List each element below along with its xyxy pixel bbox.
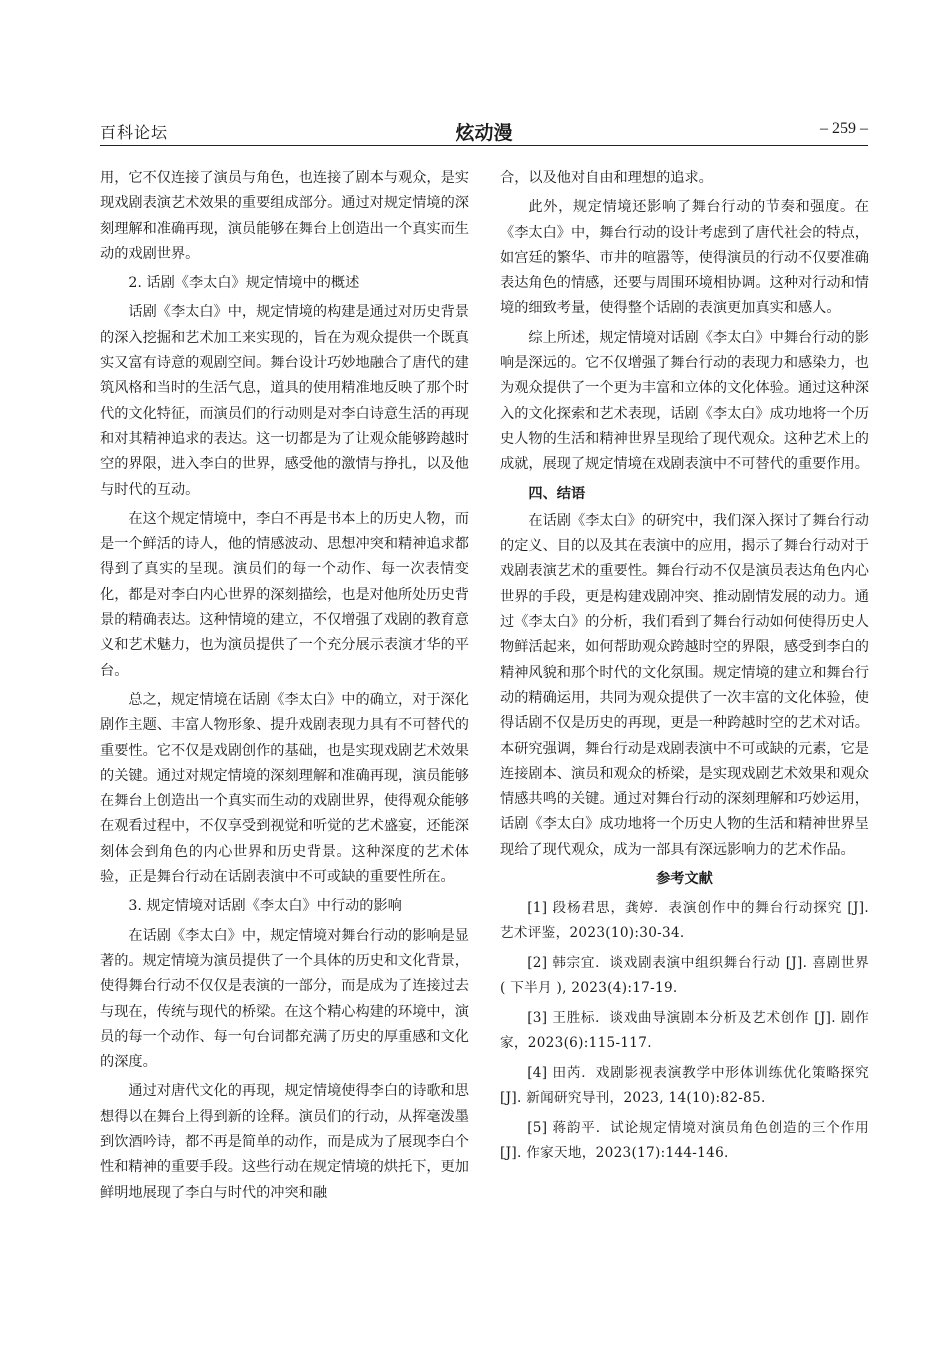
reference-item: [2] 韩宗宜．谈戏剧表演中组织舞台行动 [J]. 喜剧世界 ( 下半月 ), 2023(4):17-19. xyxy=(500,955,869,996)
section-heading-conclusion: 四、结语 xyxy=(528,485,586,502)
section-heading: 2. 话剧《李太白》规定情境中的概述 xyxy=(128,275,360,292)
page-number: – 259 – xyxy=(820,120,868,137)
header-divider xyxy=(100,145,868,146)
paragraph: 在话剧《李太白》中，规定情境对舞台行动的影响是显著的。规定情境为演员提供了一个具体的历史和文化背景，使得舞台行动不仅仅是表演的一部分，而是成为了连接过去与现在，传统与现代的桥梁。在这个精心构建的环境中，演员的每一个动作、每一句台词都充满了历史的厚重感和文化的深度。 xyxy=(100,927,469,1071)
reference-item: [5] 蒋韵平．试论规定情境对演员角色创造的三个作用 [J]. 作家天地，2023(17):144-146. xyxy=(500,1120,869,1161)
paragraph: 总之，规定情境在话剧《李太白》中的确立，对于深化剧作主题、丰富人物形象、提升戏剧表现力具有不可替代的重要性。它不仅是戏剧创作的基础，也是实现戏剧艺术效果的关键。通过对规定情境的深刻理解和准确再现，演员能够在舞台上创造出一个真实而生动的戏剧世界，使得观众能够在观看过程中，不仅享受到视觉和听觉的艺术盛宴，还能深刻体会到角色的内心世界和历史背景。这种深度的艺术体验，正是舞台行动在话剧表演中不可或缺的重要性所在。 xyxy=(100,691,469,886)
left-column xyxy=(100,166,469,1210)
page-header xyxy=(100,118,868,148)
right-column xyxy=(500,166,869,1171)
journal-section-label: 百科论坛 xyxy=(100,123,169,142)
paragraph: 合，以及他对自由和理想的追求。 xyxy=(500,170,713,186)
references-heading: 参考文献 xyxy=(656,871,713,888)
paragraph: 用，它不仅连接了演员与角色，也连接了剧本与观众，是实现戏剧表演艺术效果的重要组成部分。通过对规定情境的深刻理解和准确再现，演员能够在舞台上创造出一个真实而生动的戏剧世界。 xyxy=(100,170,469,262)
paragraph: 在话剧《李太白》的研究中，我们深入探讨了舞台行动的定义、目的以及其在表演中的应用，揭示了舞台行动对于戏剧表演艺术的重要性。舞台行动不仅是演员表达角色内心世界的手段，更是构建戏剧冲突、推动剧情发展的动力。通过《李太白》的分析，我们看到了舞台行动如何使得历史人物鲜活起来，如何帮助观众跨越时空的界限，感受到李白的精神风貌和那个时代的文化氛围。规定情境的建立和舞台行动的精确运用，共同为观众提供了一次丰富的文化体验，使得话剧不仅是历史的再现，更是一种跨越时空的艺术对话。本研究强调，舞台行动是戏剧表演中不可或缺的元素，它是连接剧本、演员和观众的桥梁，是实现戏剧艺术效果和观众情感共鸣的关键。通过对舞台行动的深刻理解和巧妙运用，话剧《李太白》成功地将一个历史人物的生活和精神世界呈现给了现代观众，成为一部具有深远影响力的艺术作品。 xyxy=(500,512,869,858)
reference-item: [4] 田芮．戏剧影视表演教学中形体训练优化策略探究 [J]. 新闻研究导刊，2023, 14(10):82-85. xyxy=(500,1065,869,1106)
paragraph: 通过对唐代文化的再现，规定情境使得李白的诗歌和思想得以在舞台上得到新的诠释。演员们的行动，从挥毫泼墨到饮酒吟诗，都不再是简单的动作，而是成为了展现李白个性和精神的重要手段。这些行动在规定情境的烘托下，更加鲜明地展现了李白与时代的冲突和融 xyxy=(100,1083,469,1201)
journal-title: 炫动漫 xyxy=(455,122,513,144)
paragraph: 话剧《李太白》中，规定情境的构建是通过对历史背景的深入挖掘和艺术加工来实现的，旨在为观众提供一个既真实又富有诗意的观剧空间。舞台设计巧妙地融合了唐代的建筑风格和当时的生活气息，道具的使用精准地反映了那个时代的文化特征，而演员们的行动则是对李白诗意生活的再现和对其精神追求的表达。这一切都是为了让观众能够跨越时空的界限，进入李白的世界，感受他的激情与挣扎，以及他与时代的互动。 xyxy=(100,304,469,498)
paragraph: 此外，规定情境还影响了舞台行动的节奏和强度。在《李太白》中，舞台行动的设计考虑到了唐代社会的特点，如宫廷的繁华、市井的喧嚣等，使得演员的行动不仅要准确表达角色的情感，还要与周围环境相协调。这种对行动和情境的细致考量，使得整个话剧的表演更加真实和感人。 xyxy=(500,199,869,317)
paragraph: 在这个规定情境中，李白不再是书本上的历史人物，而是一个鲜活的诗人，他的情感波动、思想冲突和精神追求都得到了真实的呈现。演员们的每一个动作、每一次表情变化，都是对李白内心世界的深刻描绘，也是对他所处历史背景的精确表达。这种情境的建立，不仅增强了戏剧的教育意义和艺术魅力，也为演员提供了一个充分展示表演才华的平台。 xyxy=(100,510,469,679)
paragraph: 综上所述，规定情境对话剧《李太白》中舞台行动的影响是深远的。它不仅增强了舞台行动的表现力和感染力，也为观众提供了一个更为丰富和立体的文化体验。通过这种深入的文化探索和艺术表现，话剧《李太白》成功地将一个历史人物的生活和精神世界呈现给了现代观众。这种艺术上的成就，展现了规定情境在戏剧表演中不可替代的重要作用。 xyxy=(500,329,869,473)
reference-item: [1] 段杨君思，龚婷．表演创作中的舞台行动探究 [J]. 艺术评鉴，2023(10):30-34. xyxy=(500,900,869,941)
reference-item: [3] 王胜标．谈戏曲导演剧本分析及艺术创作 [J]. 剧作家，2023(6):115-117. xyxy=(500,1010,869,1051)
section-heading: 3. 规定情境对话剧《李太白》中行动的影响 xyxy=(128,898,402,915)
